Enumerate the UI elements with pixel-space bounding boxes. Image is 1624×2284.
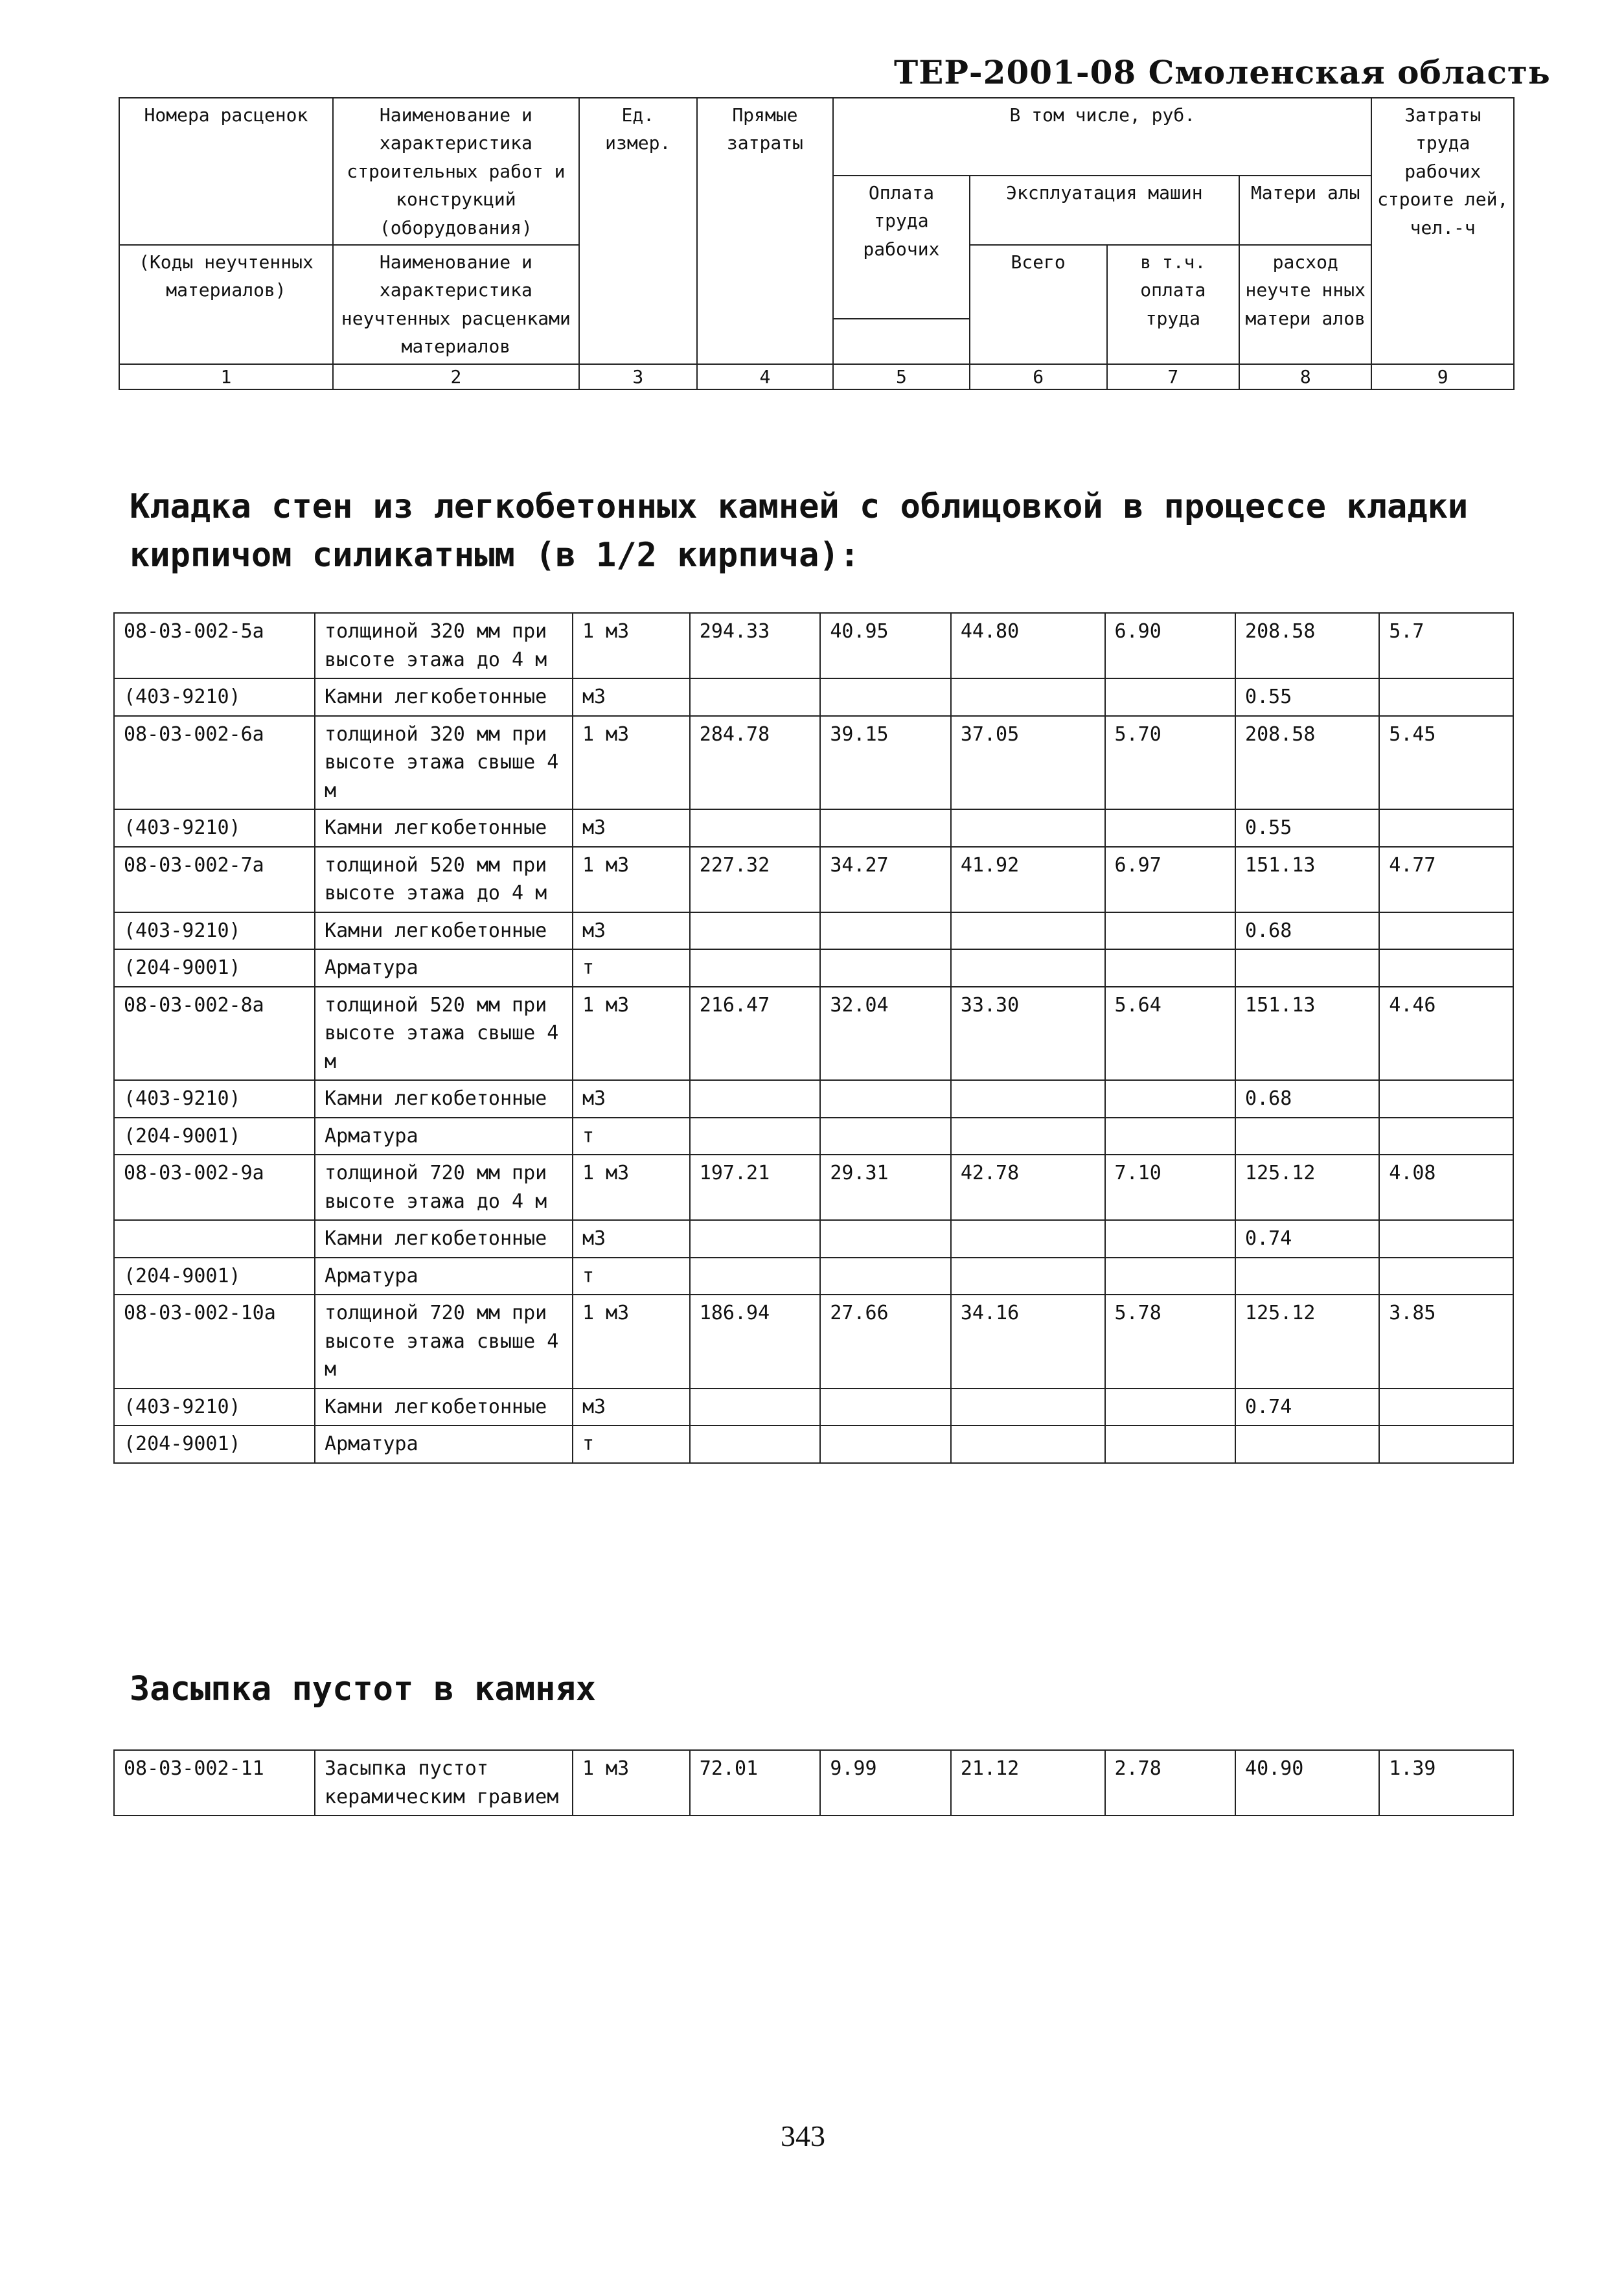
header-material-consumption: расход неучте нных матери алов bbox=[1239, 245, 1371, 364]
table-cell: 08-03-002-8а bbox=[114, 987, 315, 1081]
table-cell: Камни легкобетонные bbox=[315, 809, 573, 847]
table-cell: (204-9001) bbox=[114, 1425, 315, 1463]
table-cell: 40.90 bbox=[1235, 1750, 1379, 1816]
table-cell: 6.90 bbox=[1105, 613, 1236, 678]
column-number: 8 bbox=[1239, 364, 1371, 390]
header-number-row bbox=[119, 364, 1514, 390]
table-cell bbox=[820, 912, 951, 950]
table-cell bbox=[1379, 1389, 1513, 1426]
table-cell: 5.70 bbox=[1105, 716, 1236, 810]
table-cell: 34.27 bbox=[820, 847, 951, 912]
table-cell: м3 bbox=[573, 1220, 690, 1258]
table-cell bbox=[1379, 1118, 1513, 1155]
table-cell: Камни легкобетонные bbox=[315, 678, 573, 716]
table-cell bbox=[1105, 912, 1236, 950]
table-cell: 33.30 bbox=[951, 987, 1105, 1081]
table-cell bbox=[820, 949, 951, 987]
table-row bbox=[114, 1750, 1513, 1816]
table-cell: 2.78 bbox=[1105, 1750, 1236, 1816]
table-cell: толщиной 720 мм при высоте этажа свыше 4 м bbox=[315, 1295, 573, 1389]
table-cell bbox=[1235, 1258, 1379, 1295]
header-material-names: Наименование и характеристика неучтенных расценками материалов bbox=[333, 245, 579, 364]
header-materials: Матери алы bbox=[1239, 176, 1371, 245]
table-cell: 08-03-002-10а bbox=[114, 1295, 315, 1389]
table-cell: 1 м3 bbox=[573, 1295, 690, 1389]
table-cell: (403-9210) bbox=[114, 1389, 315, 1426]
table-cell: 1 м3 bbox=[573, 613, 690, 678]
table-row bbox=[114, 847, 1513, 912]
table-cell: (403-9210) bbox=[114, 809, 315, 847]
header-unit: Ед. измер. bbox=[579, 98, 697, 364]
table-cell bbox=[1105, 1425, 1236, 1463]
table-row bbox=[114, 1258, 1513, 1295]
table-row bbox=[114, 1425, 1513, 1463]
table-cell bbox=[1105, 678, 1236, 716]
table-cell: 1 м3 bbox=[573, 987, 690, 1081]
table-cell: м3 bbox=[573, 912, 690, 950]
table-cell bbox=[951, 809, 1105, 847]
header-material-codes: (Коды неучтенных материалов) bbox=[119, 245, 333, 364]
header-work-name: Наименование и характеристика строительных работ и конструкций (оборудования) bbox=[333, 98, 579, 245]
table-cell: 41.92 bbox=[951, 847, 1105, 912]
table-cell: 5.64 bbox=[1105, 987, 1236, 1081]
column-number: 1 bbox=[119, 364, 333, 390]
table-cell bbox=[951, 1118, 1105, 1155]
table-cell: 72.01 bbox=[690, 1750, 821, 1816]
header-machines-labor: в т.ч. оплата труда bbox=[1107, 245, 1239, 364]
table-cell bbox=[820, 1389, 951, 1426]
table-cell bbox=[114, 1220, 315, 1258]
table-cell bbox=[951, 1389, 1105, 1426]
column-number: 4 bbox=[697, 364, 834, 390]
table-cell: 08-03-002-11 bbox=[114, 1750, 315, 1816]
table-cell bbox=[820, 1118, 951, 1155]
table-cell: м3 bbox=[573, 1080, 690, 1118]
table-cell bbox=[951, 1080, 1105, 1118]
table-cell: (204-9001) bbox=[114, 1258, 315, 1295]
backfill-rates-table bbox=[113, 1749, 1514, 1816]
table-row bbox=[114, 1389, 1513, 1426]
table-cell bbox=[951, 678, 1105, 716]
table-cell bbox=[820, 1425, 951, 1463]
table-cell: 08-03-002-9а bbox=[114, 1155, 315, 1220]
table-cell: 44.80 bbox=[951, 613, 1105, 678]
table-cell bbox=[1105, 809, 1236, 847]
header-including-group: В том числе, руб. bbox=[833, 98, 1371, 176]
table-cell: т bbox=[573, 1425, 690, 1463]
table-cell bbox=[1105, 1118, 1236, 1155]
table-row bbox=[114, 1080, 1513, 1118]
table-cell: 39.15 bbox=[820, 716, 951, 810]
table-cell: 4.46 bbox=[1379, 987, 1513, 1081]
table-cell: 7.10 bbox=[1105, 1155, 1236, 1220]
table-cell bbox=[1105, 1220, 1236, 1258]
table-cell: 186.94 bbox=[690, 1295, 821, 1389]
table-cell: (204-9001) bbox=[114, 949, 315, 987]
table-row bbox=[114, 949, 1513, 987]
table-cell: Засыпка пустот керамическим гравием bbox=[315, 1750, 573, 1816]
table-cell: м3 bbox=[573, 809, 690, 847]
table-row bbox=[114, 1155, 1513, 1220]
table-cell: 125.12 bbox=[1235, 1295, 1379, 1389]
table-cell bbox=[1379, 949, 1513, 987]
table-cell bbox=[1379, 1258, 1513, 1295]
table-row bbox=[114, 716, 1513, 810]
table-row bbox=[114, 1220, 1513, 1258]
table-row bbox=[114, 912, 1513, 950]
table-cell: 151.13 bbox=[1235, 987, 1379, 1081]
table-cell bbox=[690, 678, 821, 716]
table-cell: 21.12 bbox=[951, 1750, 1105, 1816]
table-cell bbox=[690, 809, 821, 847]
table-cell bbox=[1379, 1220, 1513, 1258]
table-cell: (403-9210) bbox=[114, 912, 315, 950]
table-cell: Камни легкобетонные bbox=[315, 912, 573, 950]
table-cell bbox=[820, 1080, 951, 1118]
header-machines-total: Всего bbox=[970, 245, 1107, 364]
table-cell: 32.04 bbox=[820, 987, 951, 1081]
table-cell: (403-9210) bbox=[114, 1080, 315, 1118]
table-cell: Арматура bbox=[315, 949, 573, 987]
table-cell: т bbox=[573, 1258, 690, 1295]
table-cell: Арматура bbox=[315, 1425, 573, 1463]
table-cell: 34.16 bbox=[951, 1295, 1105, 1389]
table-cell: Арматура bbox=[315, 1258, 573, 1295]
table-cell: 1 м3 bbox=[573, 847, 690, 912]
header-spacer bbox=[833, 319, 970, 364]
table-cell: 216.47 bbox=[690, 987, 821, 1081]
table-cell: 1 м3 bbox=[573, 1155, 690, 1220]
table-cell: 208.58 bbox=[1235, 613, 1379, 678]
table-cell bbox=[820, 678, 951, 716]
table-cell: 5.7 bbox=[1379, 613, 1513, 678]
table-cell: 9.99 bbox=[820, 1750, 951, 1816]
table-cell: 1 м3 bbox=[573, 716, 690, 810]
column-number: 5 bbox=[833, 364, 970, 390]
table-cell: м3 bbox=[573, 1389, 690, 1426]
page-header: ТЕР-2001-08 Смоленская область bbox=[894, 53, 1551, 91]
table-cell bbox=[1235, 1425, 1379, 1463]
table-cell bbox=[690, 1080, 821, 1118]
table-cell: 40.95 bbox=[820, 613, 951, 678]
table-row bbox=[114, 809, 1513, 847]
table-cell: Камни легкобетонные bbox=[315, 1389, 573, 1426]
table-cell bbox=[1235, 1118, 1379, 1155]
table-cell: 0.68 bbox=[1235, 1080, 1379, 1118]
column-number: 7 bbox=[1107, 364, 1239, 390]
table-cell: 0.68 bbox=[1235, 912, 1379, 950]
table-cell: толщиной 520 мм при высоте этажа до 4 м bbox=[315, 847, 573, 912]
table-cell: толщиной 720 мм при высоте этажа до 4 м bbox=[315, 1155, 573, 1220]
table-cell: Камни легкобетонные bbox=[315, 1080, 573, 1118]
table-cell bbox=[690, 1258, 821, 1295]
table-cell bbox=[690, 912, 821, 950]
table-cell: 1.39 bbox=[1379, 1750, 1513, 1816]
table-cell bbox=[1379, 912, 1513, 950]
table-cell: 08-03-002-6а bbox=[114, 716, 315, 810]
table-cell bbox=[1235, 949, 1379, 987]
table-cell: 27.66 bbox=[820, 1295, 951, 1389]
table-cell: (204-9001) bbox=[114, 1118, 315, 1155]
table-row bbox=[114, 987, 1513, 1081]
table-cell bbox=[951, 1258, 1105, 1295]
table-cell bbox=[1379, 809, 1513, 847]
table-cell bbox=[1379, 678, 1513, 716]
table-cell: 197.21 bbox=[690, 1155, 821, 1220]
table-cell: 0.55 bbox=[1235, 678, 1379, 716]
table-cell: 227.32 bbox=[690, 847, 821, 912]
table-cell: 5.45 bbox=[1379, 716, 1513, 810]
header-worker-pay: Оплата труда рабочих bbox=[833, 176, 970, 319]
masonry-rates-table bbox=[113, 612, 1514, 1464]
table-cell bbox=[951, 912, 1105, 950]
table-row bbox=[114, 678, 1513, 716]
table-cell bbox=[951, 949, 1105, 987]
header-direct-costs: Прямые затраты bbox=[697, 98, 834, 364]
table-cell bbox=[690, 949, 821, 987]
table-cell: 125.12 bbox=[1235, 1155, 1379, 1220]
column-number: 3 bbox=[579, 364, 697, 390]
section-title-backfill: Засыпка пустот в камнях bbox=[130, 1670, 597, 1709]
table-cell: м3 bbox=[573, 678, 690, 716]
table-cell: 151.13 bbox=[1235, 847, 1379, 912]
table-cell: 294.33 bbox=[690, 613, 821, 678]
table-cell: 08-03-002-7а bbox=[114, 847, 315, 912]
table-cell bbox=[951, 1220, 1105, 1258]
column-number: 2 bbox=[333, 364, 579, 390]
table-cell bbox=[1379, 1080, 1513, 1118]
table-cell bbox=[690, 1220, 821, 1258]
table-cell bbox=[690, 1425, 821, 1463]
table-cell: 6.97 bbox=[1105, 847, 1236, 912]
table-cell: толщиной 520 мм при высоте этажа свыше 4 м bbox=[315, 987, 573, 1081]
table-cell: 1 м3 bbox=[573, 1750, 690, 1816]
table-cell: 4.08 bbox=[1379, 1155, 1513, 1220]
table-cell bbox=[951, 1425, 1105, 1463]
table-cell: толщиной 320 мм при высоте этажа свыше 4 м bbox=[315, 716, 573, 810]
table-cell bbox=[690, 1389, 821, 1426]
page-number: 343 bbox=[781, 2119, 825, 2152]
table-row bbox=[114, 1295, 1513, 1389]
table-cell: (403-9210) bbox=[114, 678, 315, 716]
table-cell: 0.55 bbox=[1235, 809, 1379, 847]
table-cell bbox=[1379, 1425, 1513, 1463]
table-cell: толщиной 320 мм при высоте этажа до 4 м bbox=[315, 613, 573, 678]
table-cell: 4.77 bbox=[1379, 847, 1513, 912]
header-machines: Эксплуатация машин bbox=[970, 176, 1239, 245]
table-cell bbox=[1105, 949, 1236, 987]
table-cell bbox=[820, 1220, 951, 1258]
column-number: 9 bbox=[1371, 364, 1514, 390]
column-header-table bbox=[119, 97, 1515, 390]
table-cell: т bbox=[573, 949, 690, 987]
table-cell: 37.05 bbox=[951, 716, 1105, 810]
table-cell bbox=[1105, 1080, 1236, 1118]
table-row bbox=[114, 1118, 1513, 1155]
table-cell: 29.31 bbox=[820, 1155, 951, 1220]
table-cell: т bbox=[573, 1118, 690, 1155]
table-cell: 0.74 bbox=[1235, 1389, 1379, 1426]
table-cell: Камни легкобетонные bbox=[315, 1220, 573, 1258]
table-cell bbox=[1105, 1258, 1236, 1295]
table-cell bbox=[690, 1118, 821, 1155]
table-row bbox=[114, 613, 1513, 678]
column-number: 6 bbox=[970, 364, 1107, 390]
table-cell: 5.78 bbox=[1105, 1295, 1236, 1389]
table-cell: 0.74 bbox=[1235, 1220, 1379, 1258]
table-cell: 208.58 bbox=[1235, 716, 1379, 810]
table-cell bbox=[820, 1258, 951, 1295]
header-labor-costs: Затраты труда рабочих строите лей, чел.-ч bbox=[1371, 98, 1514, 364]
section-title-masonry: Кладка стен из легкобетонных камней с облицовкой в процессе кладки кирпичом силикатным (в 1/2 кирпича): bbox=[130, 487, 1469, 575]
table-cell: Арматура bbox=[315, 1118, 573, 1155]
table-cell bbox=[820, 809, 951, 847]
header-rate-number: Номера расценок bbox=[119, 98, 333, 245]
table-cell bbox=[1105, 1389, 1236, 1426]
table-cell: 3.85 bbox=[1379, 1295, 1513, 1389]
table-cell: 08-03-002-5а bbox=[114, 613, 315, 678]
table-cell: 284.78 bbox=[690, 716, 821, 810]
table-cell: 42.78 bbox=[951, 1155, 1105, 1220]
